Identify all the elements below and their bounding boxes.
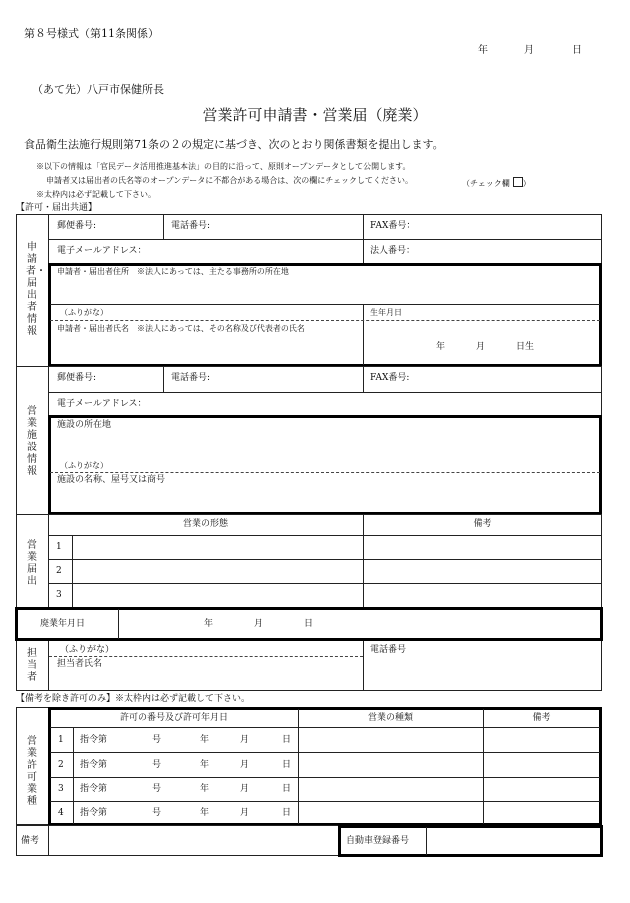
section-common-heading: 【許可・届出共通】 xyxy=(16,203,98,213)
row-line xyxy=(50,304,600,305)
row-line xyxy=(48,239,602,240)
intro-text: 食品衛生法施行規則第71条の２の規定に基づき、次のとおり関係書類を提出します。 xyxy=(24,138,444,151)
permit-year-label: 年 xyxy=(200,760,210,770)
birth-day-label: 日生 xyxy=(516,342,535,352)
permit-go-label: 号 xyxy=(152,808,162,818)
birth-month-label: 月 xyxy=(476,342,486,352)
permit-month-label: 月 xyxy=(240,808,250,818)
contact-phone-label: 電話番号 xyxy=(370,645,407,655)
closure-month-label: 月 xyxy=(254,619,264,629)
col-line xyxy=(363,366,364,392)
permit-month-label: 月 xyxy=(240,735,250,745)
applicant-side-label: 申請者・届出者情報 xyxy=(26,242,46,337)
permit-go-label: 号 xyxy=(152,735,162,745)
permit-required-frame xyxy=(48,707,602,826)
section-divider xyxy=(16,514,602,515)
applicant-name-label: 申請者・届出者氏名 ※法人にあっては、その名称及び代表者の氏名 xyxy=(57,324,305,333)
row-line xyxy=(48,392,602,393)
contact-furigana-label: （ふりがな） xyxy=(60,645,115,655)
addressee: （あて先）八戸市保健所長 xyxy=(32,83,164,96)
permit-go-label: 号 xyxy=(152,760,162,770)
notice-side-label: 営業届出 xyxy=(27,540,37,587)
open-data-note: ※以下の情報は「官民データ活用推進基本法」の目的に沿って、原則オープンデータとして公開します。 xyxy=(36,162,411,171)
section-permit-heading: 【備考を除き許可のみ】※太枠内は必ず記載して下さい。 xyxy=(16,694,251,704)
date-day-label: 日 xyxy=(572,45,582,56)
date-month-label: 月 xyxy=(524,45,534,56)
facility-side-label: 営業施設情報 xyxy=(27,406,37,477)
row-line xyxy=(48,583,602,584)
furigana-divider xyxy=(50,472,600,473)
applicant-birth-label: 生年月日 xyxy=(370,308,402,317)
permit-row-number: 1 xyxy=(58,735,64,745)
applicant-fax-label: FAX番号： xyxy=(370,221,416,231)
row-line xyxy=(48,535,602,536)
permit-row-number: 4 xyxy=(58,808,64,818)
col-line xyxy=(118,609,119,639)
permit-month-label: 月 xyxy=(240,784,250,794)
contact-side-label: 担当者 xyxy=(27,648,37,683)
side-column-divider-contact xyxy=(48,641,49,691)
closure-day-label: 日 xyxy=(304,619,314,629)
facility-required-frame xyxy=(48,415,602,515)
facility-email-label: 電子メールアドレス： xyxy=(57,399,147,409)
col-line xyxy=(48,825,49,856)
furigana-divider xyxy=(49,656,363,657)
permit-row-number: 2 xyxy=(58,760,64,770)
col-line xyxy=(426,827,427,855)
col-line xyxy=(163,366,164,392)
bold-frame-note: ※太枠内は必ず記載して下さい。 xyxy=(36,190,156,199)
permit-row-number: 3 xyxy=(58,784,64,794)
date-year-label: 年 xyxy=(478,45,488,56)
closure-year-label: 年 xyxy=(204,619,214,629)
col-line xyxy=(363,304,364,365)
footer-remarks-label: 備考 xyxy=(21,836,40,846)
permit-directive-label: 指令第 xyxy=(80,735,108,745)
permit-go-label: 号 xyxy=(152,784,162,794)
page-title: 営業許可申請書・営業届（廃業） xyxy=(202,106,428,124)
permit-directive-label: 指令第 xyxy=(80,760,108,770)
row-line xyxy=(50,752,600,753)
row-line xyxy=(50,777,600,778)
col-line xyxy=(72,535,73,608)
col-line xyxy=(363,641,364,691)
permit-year-label: 年 xyxy=(200,808,210,818)
permit-number-header: 許可の番号及び許可年月日 xyxy=(119,713,228,723)
col-line xyxy=(163,214,164,239)
notice-remarks-header: 備考 xyxy=(473,519,492,529)
facility-location-label: 施設の所在地 xyxy=(57,420,112,430)
applicant-postal-label: 郵便番号: xyxy=(57,221,97,231)
contact-name-label: 担当者氏名 xyxy=(57,659,103,669)
row-line xyxy=(48,559,602,560)
closure-date-label: 廃業年月日 xyxy=(40,619,86,629)
furigana-divider xyxy=(50,320,600,321)
applicant-email-label: 電子メールアドレス： xyxy=(57,246,147,256)
facility-fax-label: FAX番号: xyxy=(370,373,410,383)
permit-day-label: 日 xyxy=(282,784,292,794)
col-line xyxy=(73,727,74,824)
section-divider xyxy=(16,366,602,367)
notice-row-number: 2 xyxy=(56,566,62,576)
open-data-check-note: 申請者又は届出者の氏名等のオープンデータに不都合がある場合は、次の欄にチェックしてください。 xyxy=(46,176,414,185)
permit-directive-label: 指令第 xyxy=(80,808,108,818)
facility-name-label: 施設の名称、屋号又は商号 xyxy=(57,475,166,485)
permit-day-label: 日 xyxy=(282,808,292,818)
notice-row-number: 3 xyxy=(56,590,62,600)
permit-day-label: 日 xyxy=(282,760,292,770)
open-data-checkbox[interactable] xyxy=(513,177,523,187)
permit-directive-label: 指令第 xyxy=(80,784,108,794)
birth-year-label: 年 xyxy=(436,342,446,352)
permit-month-label: 月 xyxy=(240,760,250,770)
facility-postal-label: 郵便番号: xyxy=(57,373,97,383)
permit-day-label: 日 xyxy=(282,735,292,745)
permit-side-label: 営業許可業種 xyxy=(27,736,37,807)
permit-year-label: 年 xyxy=(200,735,210,745)
applicant-corp-number-label: 法人番号： xyxy=(370,246,416,256)
row-line xyxy=(50,801,600,802)
row-line xyxy=(50,727,600,728)
notice-row-number: 1 xyxy=(56,542,62,552)
permit-remarks-header: 備考 xyxy=(532,713,551,723)
permit-type-header: 営業の種類 xyxy=(367,713,413,723)
applicant-furigana-label: （ふりがな） xyxy=(60,308,108,317)
check-field[interactable] xyxy=(462,177,531,188)
notice-form-header: 営業の形態 xyxy=(182,519,228,529)
check-field-close: ） xyxy=(522,179,531,188)
col-line xyxy=(363,214,364,264)
facility-furigana-label: （ふりがな） xyxy=(60,461,108,470)
vehicle-number-label: 自動車登録番号 xyxy=(346,836,410,846)
applicant-address-label: 申請者・届出者住所 ※法人にあっては、主たる事務所の所在地 xyxy=(57,267,289,276)
applicant-phone-label: 電話番号: xyxy=(171,221,211,231)
check-field-label: （チェック欄 xyxy=(462,179,510,188)
form-number: 第８号様式（第11条関係） xyxy=(24,27,159,40)
permit-year-label: 年 xyxy=(200,784,210,794)
facility-phone-label: 電話番号: xyxy=(171,373,211,383)
